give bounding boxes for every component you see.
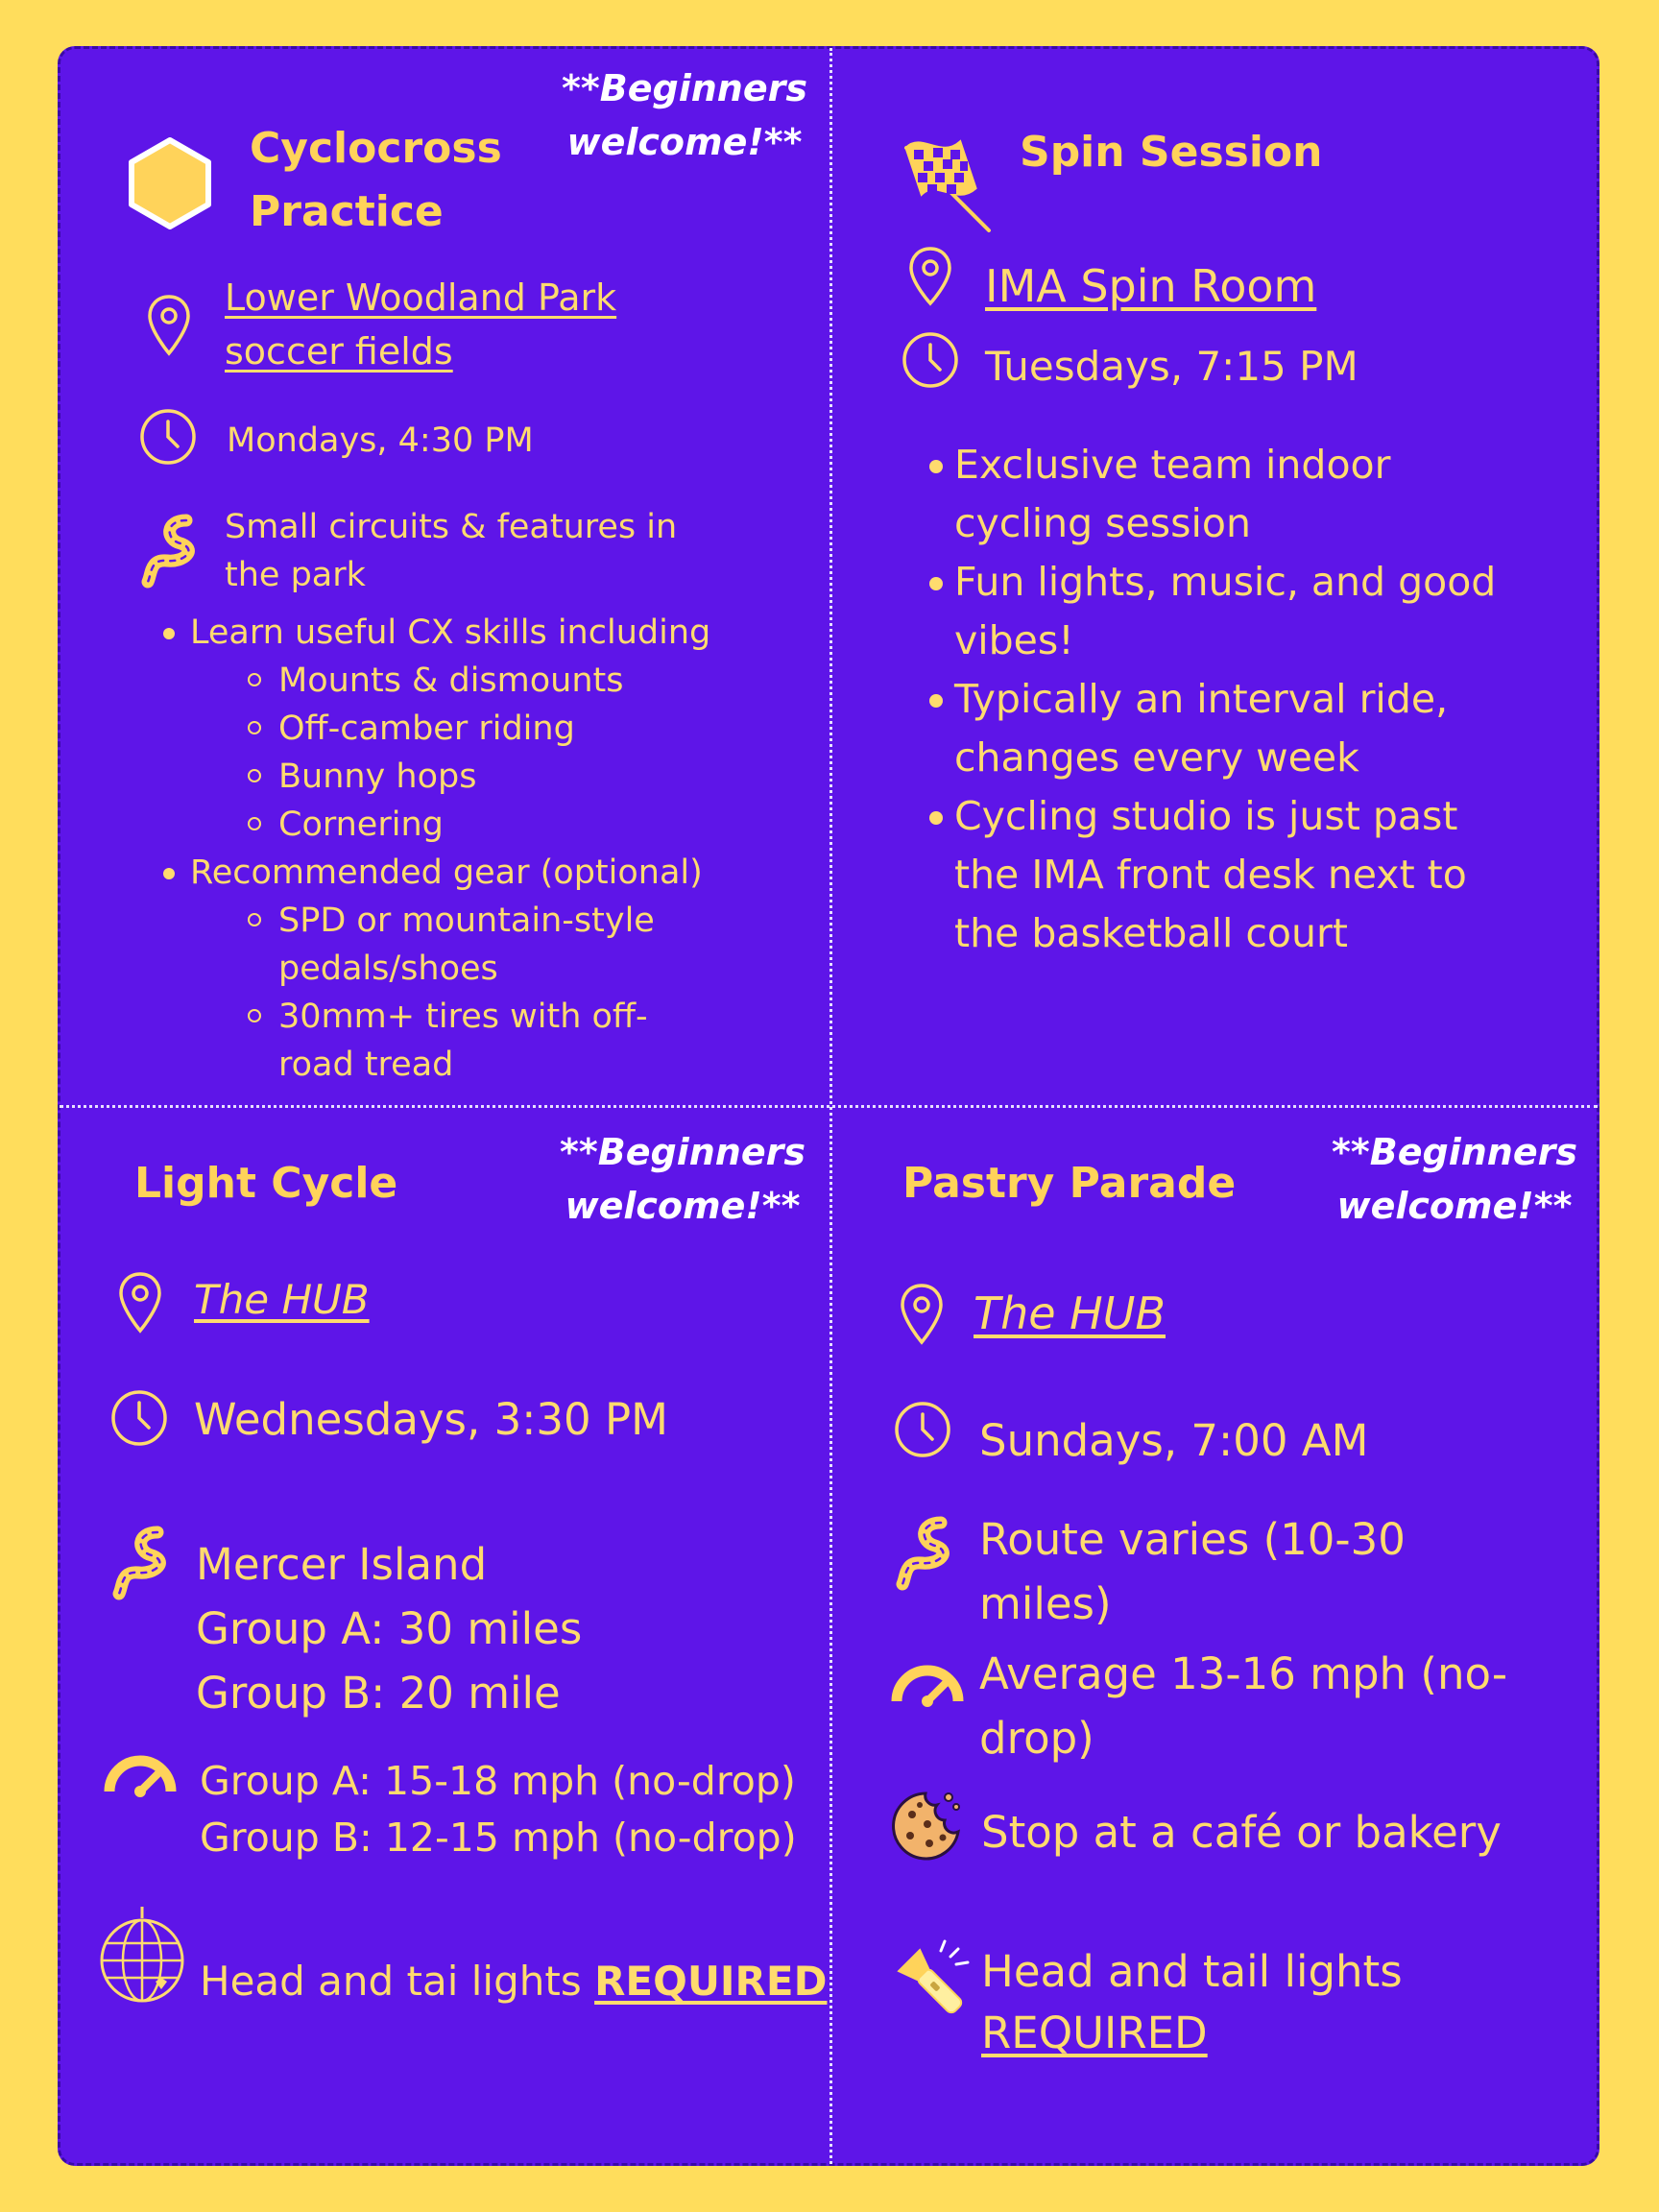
list-item: Off-camber riding: [248, 705, 774, 753]
time-text: Sundays, 7:00 AM: [979, 1415, 1369, 1466]
map-pin-icon: [907, 246, 953, 307]
speedometer-icon: [102, 1745, 179, 1799]
stop-text: Stop at a café or bakery: [981, 1807, 1502, 1858]
location-link[interactable]: Lower Woodland Park soccer fields: [225, 276, 617, 373]
clock-icon: [109, 1388, 169, 1448]
cyclocross-details: [159, 609, 774, 1089]
list-item: Learn useful CX skills including Mounts & dismounts Off-camber riding Bunny hops Cornering: [159, 609, 774, 849]
lights-text: Head and tail lights REQUIRED: [981, 1941, 1403, 2064]
horizontal-divider: [60, 1105, 1598, 1108]
speedometer-icon: [889, 1655, 966, 1709]
list-item: Recommended gear (optional) SPD or mountain-style pedals/shoes 30mm+ tires with off-road tread: [159, 849, 774, 1089]
beginners-badge: **Beginners welcome!**: [560, 1131, 805, 1227]
map-pin-icon: [117, 1271, 163, 1334]
list-item: Cycling studio is just past the IMA front desk next to the basketball court: [924, 787, 1519, 963]
location-link[interactable]: The HUB: [194, 1276, 370, 1323]
required-label: REQUIRED: [981, 2008, 1208, 2058]
speed-text: Average 13-16 mph (no-drop): [979, 1648, 1508, 1764]
list-item: Fun lights, music, and good vibes!: [924, 553, 1519, 670]
list-item: Exclusive team indoor cycling session: [924, 436, 1519, 553]
required-label: REQUIRED: [594, 1958, 828, 2005]
light-cycle-title: Light Cycle: [134, 1159, 398, 1208]
map-pin-icon: [899, 1283, 945, 1346]
clock-icon: [138, 407, 198, 467]
location-link[interactable]: The HUB: [974, 1287, 1166, 1339]
location-link[interactable]: IMA Spin Room: [985, 260, 1317, 312]
list-item: SPD or mountain-style pedals/shoes: [248, 897, 689, 993]
lights-text: Head and tai lights REQUIRED: [200, 1958, 828, 2005]
route-icon: [893, 1515, 954, 1592]
list-item: 30mm+ tires with off-road tread: [248, 993, 689, 1089]
cookie-icon: [889, 1790, 962, 1863]
disco-ball-icon: [96, 1905, 188, 2005]
route-text: Small circuits & features in the park: [225, 508, 678, 594]
clock-icon: [893, 1400, 952, 1459]
route-icon: [138, 513, 200, 589]
cyclocross-title: Cyclocross Practice: [250, 124, 502, 236]
clock-icon: [901, 330, 960, 390]
list-item: Mounts & dismounts: [248, 657, 774, 705]
pastry-parade-title: Pastry Parade: [902, 1159, 1237, 1208]
list-item: Bunny hops: [248, 753, 774, 801]
route-text: Route varies (10-30 miles): [979, 1514, 1406, 1629]
beginners-badge: **Beginners welcome!**: [562, 67, 807, 163]
time-text: Wednesdays, 3:30 PM: [194, 1394, 668, 1445]
spin-details: [924, 436, 1519, 963]
checkered-flag-icon: [893, 131, 998, 234]
speed-text: Group A: 15-18 mph (no-drop) Group B: 12-15 mph (no-drop): [200, 1758, 797, 1861]
spin-title: Spin Session: [1020, 128, 1323, 177]
map-pin-icon: [146, 294, 192, 357]
list-item: Cornering: [248, 801, 774, 849]
beginners-badge: **Beginners welcome!**: [1332, 1131, 1577, 1227]
flashlight-icon: [887, 1937, 974, 2026]
list-item: Typically an interval ride, changes every week: [924, 670, 1519, 787]
route-text: Mercer Island Group A: 30 miles Group B: 20 mile: [196, 1539, 583, 1719]
time-text: Tuesdays, 7:15 PM: [985, 343, 1358, 390]
route-icon: [109, 1525, 171, 1601]
time-text: Mondays, 4:30 PM: [227, 421, 534, 460]
hexagon-icon: [127, 136, 213, 230]
